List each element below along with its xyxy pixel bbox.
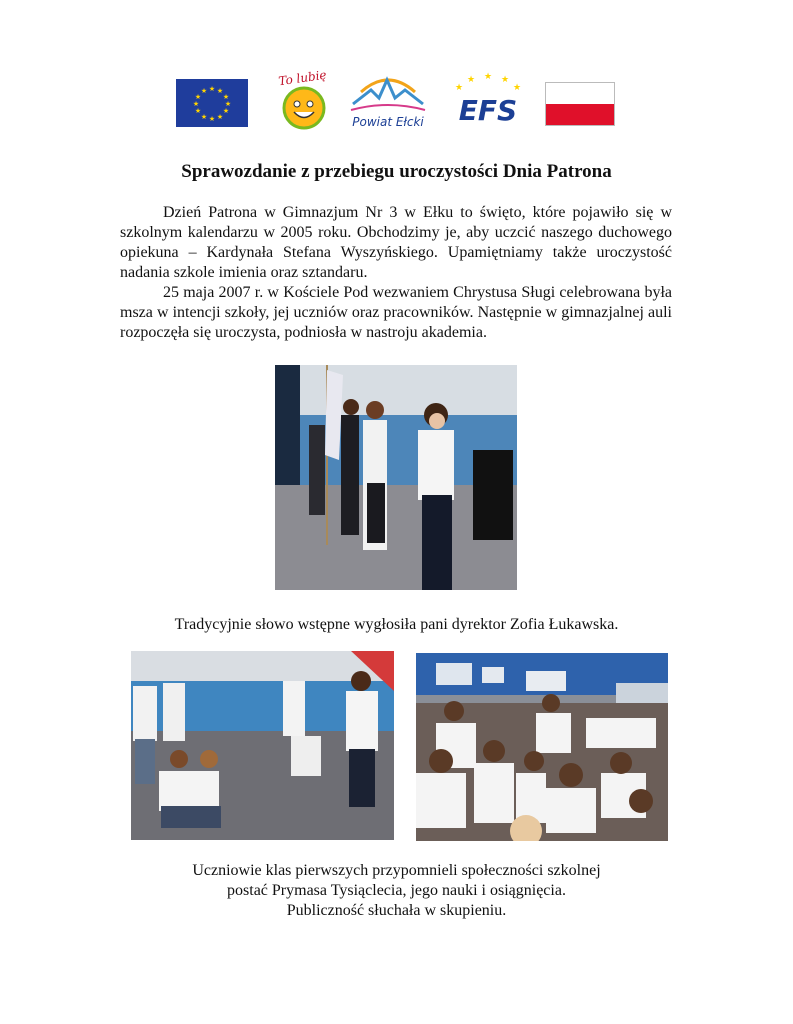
caption-director: Tradycyjnie słowo wstępne wygłosiła pani dyrektor Zofia Łukawska. [174,616,619,633]
svg-text:★: ★ [222,93,230,101]
svg-text:★: ★ [216,113,224,121]
to-lubie-sun-logo [273,70,335,132]
caption-line-2: postać Prymasa Tysiąclecia, jego nauki i osiągnięcia. [227,882,566,899]
efs-logo-text: EFS [458,94,518,127]
svg-text:★: ★ [216,87,224,95]
caption-line-3: Publiczność słuchała w skupieniu. [286,902,507,919]
logo-strip [0,0,793,140]
eu-flag-icon [176,79,248,127]
powiat-logo-text: Powiat Ełcki [352,115,424,129]
eu-stars [176,79,248,127]
report-body [120,203,672,343]
svg-text:★: ★ [208,85,216,93]
svg-text:★: ★ [200,87,208,95]
sun-logo-text: To lubię [277,70,328,89]
svg-text:★: ★ [466,75,476,85]
page-title: Sprawozdanie z przebiegu uroczystości Dnia Patrona [181,161,612,182]
svg-text:★: ★ [512,83,522,93]
svg-text:★: ★ [483,72,493,82]
powiat-elcki-logo [343,70,433,132]
svg-text:★: ★ [194,107,202,115]
svg-text:★: ★ [194,93,202,101]
photo-audience [416,653,668,841]
svg-text:★: ★ [500,75,510,85]
svg-text:★: ★ [222,107,230,115]
svg-text:★: ★ [454,83,464,93]
photo-students-performance [131,651,394,840]
svg-text:★: ★ [208,115,216,123]
caption-line-1: Uczniowie klas pierwszych przypomnieli społeczności szkolnej [192,862,601,879]
caption-students [0,861,793,921]
svg-text:★: ★ [192,100,200,108]
paragraph-2: 25 maja 2007 r. w Kościele Pod wezwaniem Chrystusa Sługi celebrowana była msza w intencji szkoły, jej uczniów oraz pracowników. Następnie w gimnazjalnej auli rozpoczęła się uroczysta, podniosła w nastroju akademia. [120,284,672,341]
svg-text:★: ★ [200,113,208,121]
paragraph-1: Dzień Patrona w Gimnazjum Nr 3 w Ełku to święto, które pojawiło się w szkolnym kalendarzu w 2005 roku. Obchodzimy je, aby uczcić naszego duchowego opiekuna – Kardynała Stefana Wyszyńskiego. Upamiętniamy także uroczystość nadania szkole imienia oraz sztandaru. [120,204,672,281]
polish-flag-icon [545,82,615,126]
svg-text:★: ★ [224,100,232,108]
efs-logo [449,72,527,128]
photo-director-speech [275,365,517,590]
